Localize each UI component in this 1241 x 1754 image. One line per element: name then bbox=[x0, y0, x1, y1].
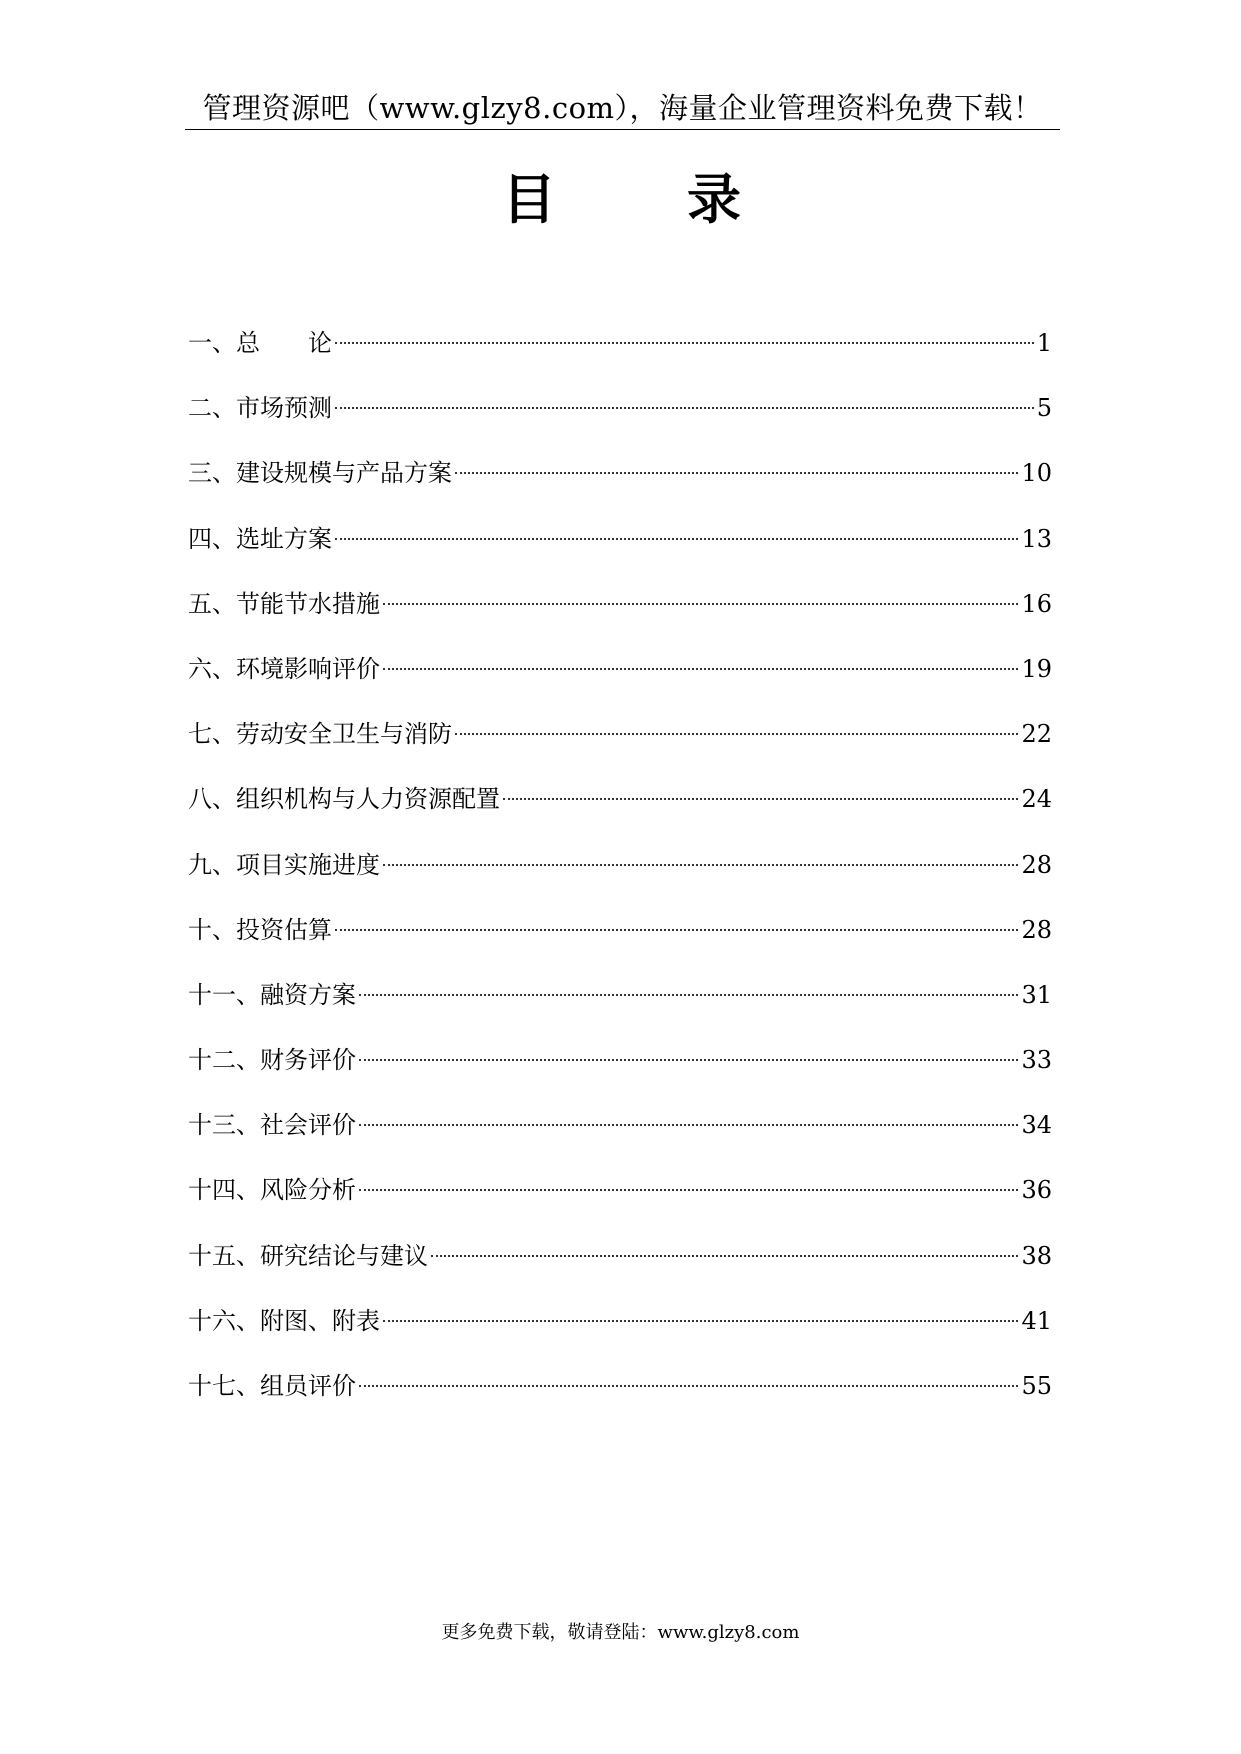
toc-entry-page: 24 bbox=[1021, 785, 1052, 814]
toc-entry[interactable] bbox=[188, 1040, 1052, 1105]
toc-entry[interactable] bbox=[188, 1366, 1052, 1431]
toc-entry-page: 34 bbox=[1021, 1111, 1052, 1140]
toc-dot-leader bbox=[431, 1255, 1018, 1257]
toc-entry[interactable] bbox=[188, 519, 1052, 584]
toc-entry-page: 28 bbox=[1021, 850, 1052, 879]
toc-dot-leader bbox=[383, 603, 1018, 605]
toc-entry-label: 十、投资估算 bbox=[188, 915, 332, 944]
toc-dot-leader bbox=[335, 407, 1034, 409]
toc-list bbox=[188, 323, 1052, 1431]
toc-entry-label: 十四、风险分析 bbox=[188, 1176, 356, 1205]
toc-dot-leader bbox=[383, 864, 1018, 866]
toc-entry-page: 19 bbox=[1021, 654, 1052, 683]
toc-dot-leader bbox=[359, 1385, 1018, 1387]
toc-entry[interactable] bbox=[188, 388, 1052, 453]
toc-entry[interactable] bbox=[188, 323, 1052, 388]
toc-entry-label: 七、劳动安全卫生与消防 bbox=[188, 720, 452, 749]
toc-entry-page: 33 bbox=[1021, 1046, 1052, 1075]
toc-dot-leader bbox=[383, 668, 1018, 670]
toc-entry-label: 十三、社会评价 bbox=[188, 1111, 356, 1140]
toc-entry[interactable] bbox=[188, 1236, 1052, 1301]
toc-entry-label: 八、组织机构与人力资源配置 bbox=[188, 785, 500, 814]
toc-dot-leader bbox=[359, 1189, 1018, 1191]
toc-entry-label: 六、环境影响评价 bbox=[188, 654, 380, 683]
page-footer: 更多免费下载，敬请登陆：www.glzy8.com bbox=[441, 1622, 800, 1643]
toc-entry-page: 16 bbox=[1021, 589, 1052, 618]
toc-entry-page: 28 bbox=[1021, 915, 1052, 944]
toc-entry-label: 四、选址方案 bbox=[188, 524, 332, 553]
toc-dot-leader bbox=[335, 538, 1018, 540]
toc-entry[interactable] bbox=[188, 975, 1052, 1040]
toc-entry-label: 二、市场预测 bbox=[188, 394, 332, 423]
toc-dot-leader bbox=[455, 472, 1018, 474]
toc-entry-page: 38 bbox=[1021, 1241, 1052, 1270]
toc-entry-label: 五、节能节水措施 bbox=[188, 589, 380, 618]
toc-entry-label: 三、建设规模与产品方案 bbox=[188, 459, 452, 488]
toc-dot-leader bbox=[383, 1320, 1018, 1322]
toc-entry-page: 1 bbox=[1036, 329, 1052, 357]
toc-title-char-2: 录 bbox=[687, 168, 741, 231]
toc-dot-leader bbox=[455, 733, 1018, 735]
toc-entry-label: 十一、融资方案 bbox=[188, 980, 356, 1009]
toc-entry-label: 十六、附图、附表 bbox=[188, 1306, 380, 1335]
toc-entry[interactable] bbox=[188, 453, 1052, 518]
toc-dot-leader bbox=[335, 342, 1034, 344]
toc-entry-page: 36 bbox=[1021, 1176, 1052, 1205]
toc-entry[interactable] bbox=[188, 779, 1052, 844]
toc-entry[interactable] bbox=[188, 1170, 1052, 1235]
toc-dot-leader bbox=[359, 1124, 1018, 1126]
header-divider bbox=[185, 129, 1060, 130]
toc-entry-label: 十五、研究结论与建议 bbox=[188, 1241, 428, 1270]
toc-entry[interactable] bbox=[188, 910, 1052, 975]
page-header: 管理资源吧（www.glzy8.com），海量企业管理资料免费下载！ bbox=[202, 91, 1043, 125]
toc-entry-label: 十七、组员评价 bbox=[188, 1372, 356, 1400]
toc-entry-label: 九、项目实施进度 bbox=[188, 850, 380, 879]
toc-title-char-1: 目 bbox=[502, 168, 556, 231]
toc-dot-leader bbox=[359, 1059, 1018, 1061]
toc-entry[interactable] bbox=[188, 845, 1052, 910]
toc-entry[interactable] bbox=[188, 714, 1052, 779]
toc-entry-page: 13 bbox=[1021, 524, 1052, 553]
toc-entry-page: 5 bbox=[1036, 394, 1052, 423]
toc-entry[interactable] bbox=[188, 649, 1052, 714]
toc-dot-leader bbox=[335, 929, 1018, 931]
toc-entry-label: 一、总 论 bbox=[188, 329, 332, 357]
toc-entry[interactable] bbox=[188, 584, 1052, 649]
toc-dot-leader bbox=[503, 798, 1018, 800]
toc-dot-leader bbox=[359, 994, 1018, 996]
toc-entry-page: 10 bbox=[1021, 459, 1052, 488]
toc-entry[interactable] bbox=[188, 1105, 1052, 1170]
toc-entry-page: 41 bbox=[1021, 1306, 1052, 1335]
toc-entry-page: 31 bbox=[1021, 980, 1052, 1009]
toc-entry-page: 55 bbox=[1021, 1372, 1052, 1400]
toc-entry[interactable] bbox=[188, 1301, 1052, 1366]
toc-entry-label: 十二、财务评价 bbox=[188, 1046, 356, 1075]
toc-entry-page: 22 bbox=[1021, 720, 1052, 749]
toc-title bbox=[0, 165, 1241, 235]
